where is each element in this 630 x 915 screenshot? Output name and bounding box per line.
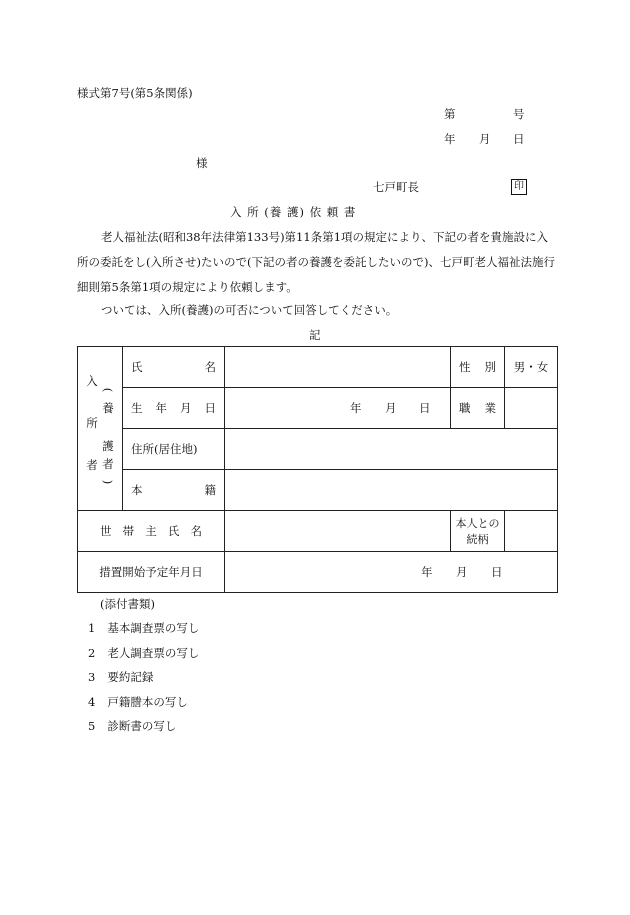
resident-group-paren: ( 養 護 者 ) <box>101 387 115 485</box>
birth-date-field[interactable] <box>225 388 451 429</box>
occupation-field[interactable] <box>505 388 558 429</box>
domicile-field[interactable] <box>225 470 558 511</box>
attachment-item: 3 要約記録 <box>88 670 154 684</box>
start-date-field[interactable] <box>225 552 558 593</box>
birth-month-unit: 月 <box>385 401 397 415</box>
body-paragraph-2: ついては、入所(養護)の可否について回答してください。 <box>101 303 398 317</box>
attachments-heading: (添付書類) <box>100 597 155 611</box>
start-date-label: 措置開始予定年月日 <box>78 552 225 593</box>
start-month-unit: 月 <box>456 565 468 579</box>
relation-field[interactable] <box>505 511 558 552</box>
addressee-suffix: 様 <box>196 156 208 170</box>
household-head-field[interactable] <box>225 511 451 552</box>
attachment-item: 5 診断書の写し <box>88 719 177 733</box>
birth-day-unit: 日 <box>419 401 431 415</box>
start-year-unit: 年 <box>421 565 433 579</box>
body-paragraph-1: 老人福祉法(昭和38年法律第133号)第11条第1項の規定により、下記の者を貴施設に入所の委託をし(入所させ)たいので(下記の者の養護を委託したいので)、七戸町老人福祉法施行細則第5条第1項の規定により依頼します。 <box>77 230 555 294</box>
relation-label: 本人との続柄 <box>451 511 505 552</box>
attachment-item: 2 老人調査票の写し <box>88 646 200 660</box>
domicile-label: 本 籍 <box>123 470 225 511</box>
address-field[interactable] <box>225 429 558 470</box>
sender-name: 七戸町長 <box>373 180 419 194</box>
occupation-label: 職 業 <box>451 388 505 429</box>
gender-value[interactable]: 男・女 <box>505 347 558 388</box>
document-number-suffix: 号 <box>513 107 525 121</box>
date-year: 年 <box>444 132 456 146</box>
gender-label: 性 別 <box>451 347 505 388</box>
name-field[interactable] <box>225 347 451 388</box>
name-label: 氏 名 <box>123 347 225 388</box>
form-number: 様式第7号(第5条関係) <box>77 86 193 100</box>
birth-year-unit: 年 <box>350 401 362 415</box>
date-month: 月 <box>479 132 491 146</box>
resident-group-main: 入 所 者 <box>86 374 98 472</box>
document-number-prefix: 第 <box>444 107 456 121</box>
resident-group-label <box>78 347 123 511</box>
ki-heading: 記 <box>309 328 321 342</box>
birth-date-label: 生 年 月 日 <box>123 388 225 429</box>
document-title: 入 所 (養 護) 依 頼 書 <box>230 205 357 219</box>
attachment-item: 1 基本調査票の写し <box>88 621 200 635</box>
application-table <box>77 346 558 593</box>
start-day-unit: 日 <box>491 565 503 579</box>
household-head-label: 世 帯 主 氏 名 <box>78 511 225 552</box>
address-label: 住所(居住地) <box>123 429 225 470</box>
date-day: 日 <box>513 132 525 146</box>
attachment-item: 4 戸籍謄本の写し <box>88 695 188 709</box>
seal-mark: 印 <box>511 179 527 195</box>
